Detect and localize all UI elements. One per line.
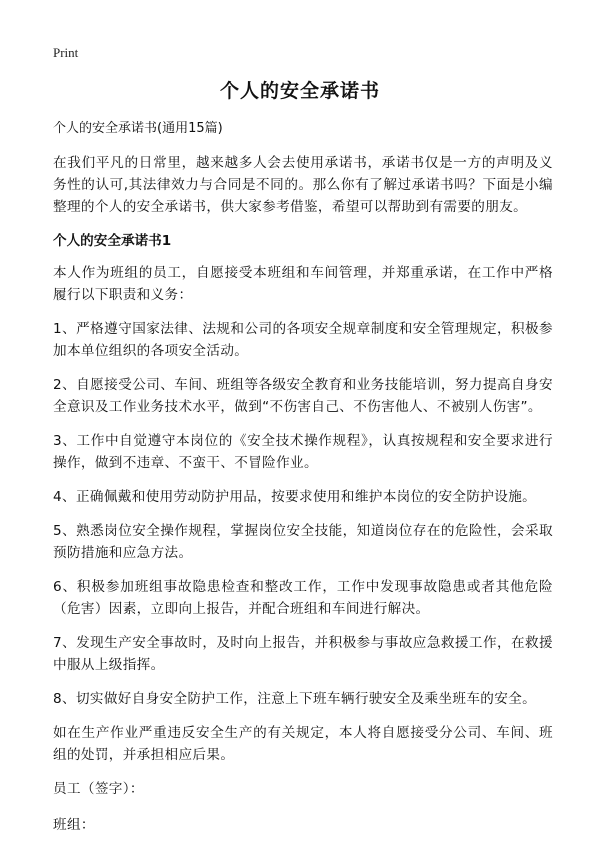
document-subtitle: 个人的安全承诺书(通用15篇) xyxy=(53,121,223,136)
opening-paragraph: 本人作为班组的员工，自愿接受本班组和车间管理，并郑重承诺，在工作中严格履行以下职责和义务： xyxy=(53,265,553,303)
section-heading: 个人的安全承诺书1 xyxy=(53,233,172,249)
commitment-item-6: 6、积极参加班组事故隐患检查和整改工作，工作中发现事故隐患或者其他危险（危害）因素，立即向上报告，并配合班组和车间进行解决。 xyxy=(53,579,553,617)
document-body xyxy=(53,120,553,850)
intro-paragraph: 在我们平凡的日常里，越来越多人会去使用承诺书，承诺书仅是一方的声明及义务性的认可,其法律效力与合同是不同的。那么你有了解过承诺书吗？下面是小编整理的个人的安全承诺书，供大家参考借鉴，希望可以帮助到有需要的朋友。 xyxy=(53,155,553,215)
commitment-item-8: 8、切实做好自身安全防护工作，注意上下班车辆行驶安全及乘坐班车的安全。 xyxy=(53,691,537,707)
commitment-item-5: 5、熟悉岗位安全操作规程，掌握岗位安全技能，知道岗位存在的危险性，会采取预防措施和应急方法。 xyxy=(53,523,553,561)
commitment-item-1: 1、严格遵守国家法律、法规和公司的各项安全规章制度和安全管理规定，积极参加本单位组织的各项安全活动。 xyxy=(53,321,553,359)
commitment-item-7: 7、发现生产安全事故时，及时向上报告，并积极参与事故应急救援工作，在救援中服从上级指挥。 xyxy=(53,635,553,673)
commitment-item-3: 3、工作中自觉遵守本岗位的《安全技术操作规程》，认真按规程和安全要求进行操作，做到不违章、不蛮干、不冒险作业。 xyxy=(53,433,553,471)
page-title: 个人的安全承诺书 xyxy=(219,80,380,102)
closing-paragraph: 如在生产作业严重违反安全生产的有关规定，本人将自愿接受分公司、车间、班组的处罚，并承担相应后果。 xyxy=(53,725,553,763)
commitment-item-2: 2、自愿接受公司、车间、班组等各级安全教育和业务技能培训，努力提高自身安全意识及工作业务技术水平，做到“不伤害自己、不伤害他人、不被别人伤害”。 xyxy=(53,377,553,415)
print-link[interactable]: Print xyxy=(53,45,79,60)
employee-signature-label: 员工（签字）： xyxy=(53,781,144,797)
team-label: 班组： xyxy=(53,817,95,833)
commitment-item-4: 4、正确佩戴和使用劳动防护用品，按要求使用和维护本岗位的安全防护设施。 xyxy=(53,489,537,505)
